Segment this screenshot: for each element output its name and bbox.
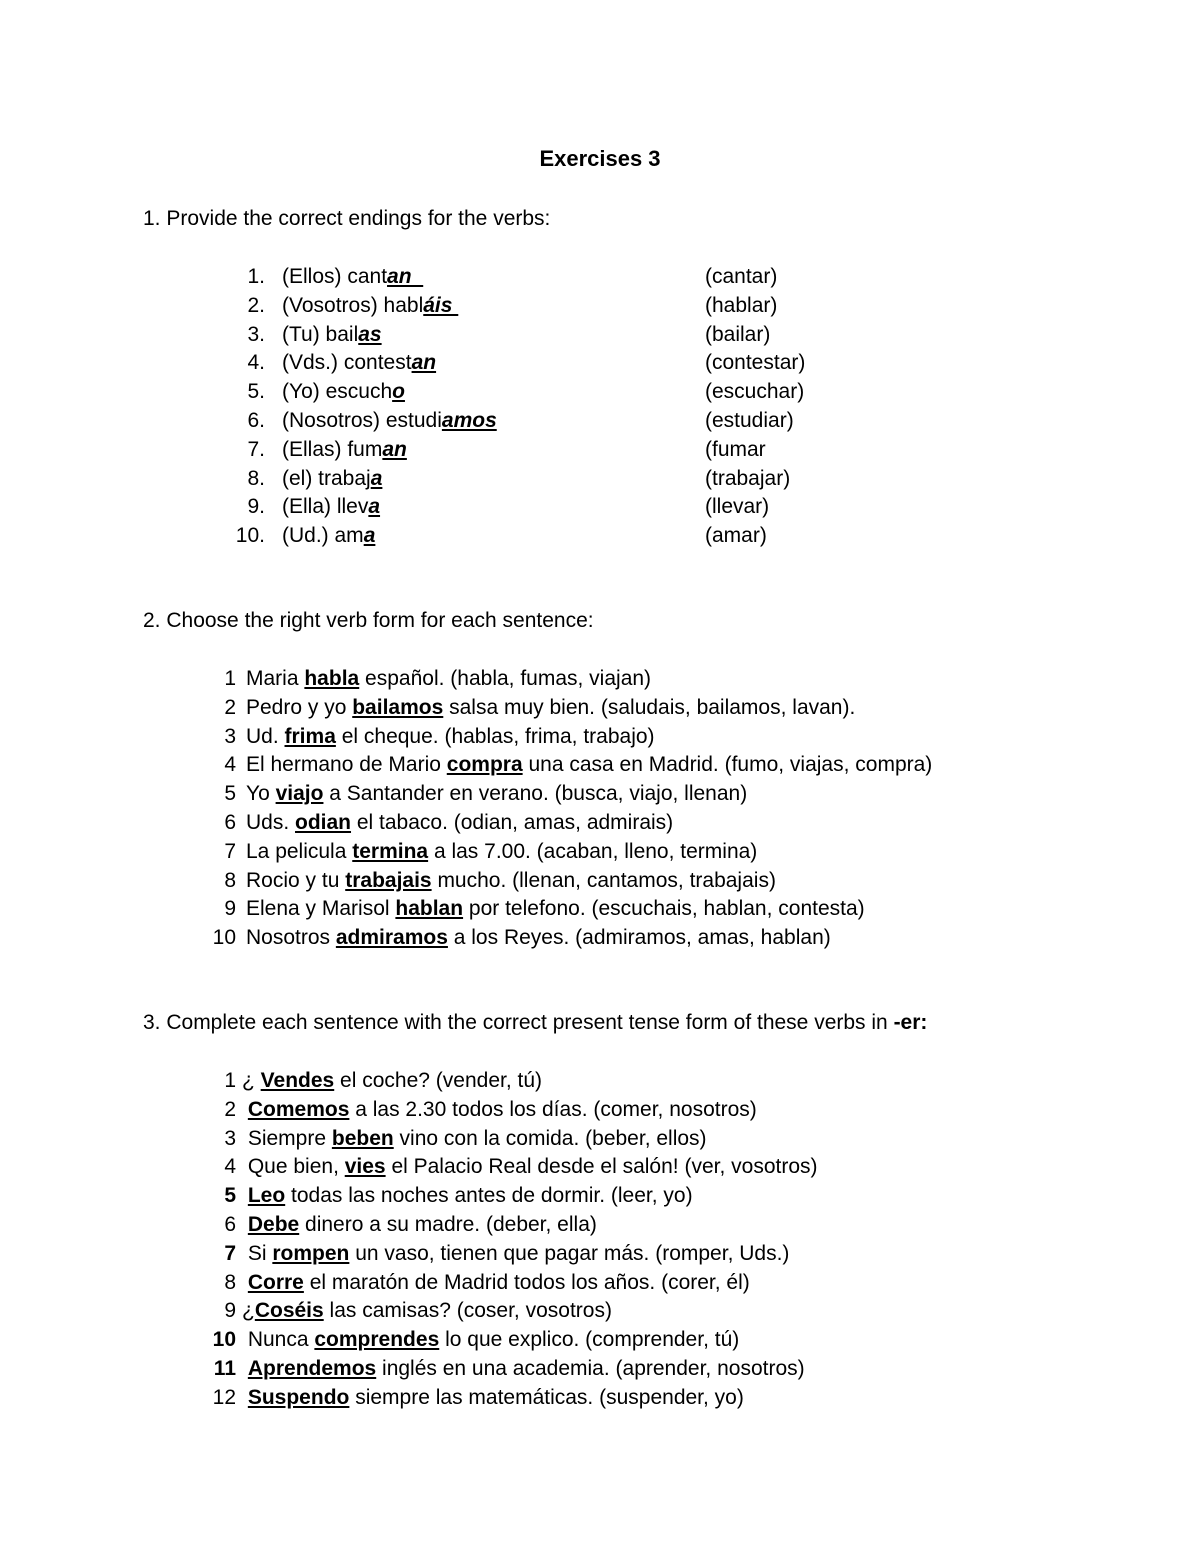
verb-stem: (Yo) escuch [282,380,393,404]
item-text [242,1325,739,1354]
infinitive: (cantar) [705,265,778,288]
sentence-end: dinero a su madre. (deber, ella) [299,1213,597,1236]
item-number: 9 [224,897,236,921]
list-item [0,262,1200,291]
verb-answer: Suspendo [247,1385,350,1409]
item-text [246,837,757,866]
item-number: 1. [247,265,265,288]
item-number: 9 [224,1299,236,1323]
item-text [242,1354,805,1383]
sentence-start: Nunca [242,1328,315,1352]
sentence-end: las camisas? (coser, vosotros) [323,1299,612,1323]
sentence-end: siempre las matemáticas. (suspender, yo) [349,1385,744,1409]
item-text [242,1210,597,1239]
sentence-start: Maria [246,667,305,690]
list-item [0,521,1200,550]
item-text [246,808,673,837]
sentence-end: salsa muy bien. (saludais, bailamos, lavan). [443,695,856,719]
sentence-start: Yo [246,782,276,806]
verb-ending-answer: as [358,322,382,346]
item-text [242,1296,612,1325]
item-text [242,1383,744,1412]
item-text [242,1239,789,1268]
sentence-start: Elena y Marisol [246,897,396,921]
sentence-end: una casa en Madrid. (fumo, viajas, compra) [522,753,933,777]
item-number: 6 [224,811,236,834]
list-item [0,1210,1200,1239]
item-text [242,1181,693,1210]
list-item [0,435,1200,464]
verb-answer: beben [331,1126,394,1150]
verb-ending-answer: an [411,351,437,375]
verb-stem: (Ellas) fum [282,437,383,461]
sentence-start: ¿ [242,1299,255,1323]
list-item [0,291,1200,320]
list-item [0,779,1200,808]
list-item [0,1325,1200,1354]
item-number: 2. [247,293,265,317]
verb-ending-answer: o [392,380,405,404]
item-text [246,664,651,693]
list-item [0,1296,1200,1325]
item-number: 8. [247,466,265,490]
sentence-end: a los Reyes. (admiramos, amas, hablan) [447,926,831,950]
list-item [0,722,1200,751]
sentence-end: a las 7.00. (acaban, lleno, termina) [428,839,758,863]
sentence-end: el maratón de Madrid todos los años. (corer, él) [303,1270,750,1294]
item-number: 8 [224,1270,236,1294]
verb-stem: (Ellos) cant [282,265,388,288]
sentence-end: el cheque. (hablas, frima, trabajo) [335,724,655,748]
list-item [0,1095,1200,1124]
section3-heading-bold: -er: [893,1011,928,1034]
item-number: 3 [224,1126,236,1150]
verb-ending-answer: a [370,466,383,490]
sentence-start: Rocio y tu [246,868,346,892]
section1-heading: 1. Provide the correct endings for the verbs: [143,207,551,230]
sentence-start: Ud. [246,724,285,748]
verb-answer: compra [446,753,523,777]
item-text [282,377,405,406]
verb-ending-answer: amos [441,409,497,432]
item-number: 5 [224,782,236,806]
list-item [0,1383,1200,1412]
sentence-end: a Santander en verano. (busca, viajo, llenan) [323,782,748,806]
verb-answer: vies [344,1155,386,1179]
verb-stem: (Vosotros) habl [282,293,424,317]
infinitive: (hablar) [705,293,778,317]
list-item [0,923,1200,952]
list-item [0,377,1200,406]
list-item [0,664,1200,693]
sentence-end: vino con la comida. (beber, ellos) [393,1126,707,1150]
infinitive: (estudiar) [705,409,794,432]
item-text [246,866,776,895]
verb-stem: (Nosotros) estudi [282,409,442,432]
item-text [282,521,375,550]
item-number: 1 [224,1069,236,1092]
list-item [0,320,1200,349]
item-number: 6 [224,1213,236,1236]
item-number: 2 [224,695,236,719]
verb-answer: rompen [272,1241,350,1265]
item-number: 6. [247,409,265,432]
item-text [246,750,932,779]
list-item [0,1066,1200,1095]
infinitive: (trabajar) [705,466,791,490]
item-number: 12 [212,1385,236,1409]
sentence-start: Siempre [242,1126,332,1150]
verb-answer: admiramos [335,926,448,950]
item-number: 7. [247,437,265,461]
item-number: 4. [247,351,265,375]
item-number: 4 [224,753,236,777]
list-item [0,1152,1200,1181]
sentence-start: Si [242,1241,273,1265]
item-number: 7 [224,839,236,863]
sentence-start: El hermano de Mario [246,753,447,777]
sentence-end: por telefono. (escuchais, hablan, contesta) [463,897,865,921]
verb-answer: bailamos [352,695,444,719]
list-item [0,750,1200,779]
verb-answer: habla [304,667,360,690]
item-number: 7 [224,1241,236,1265]
sentence-end: mucho. (llenan, cantamos, trabajais) [431,868,776,892]
verb-answer: hablan [395,897,464,921]
verb-ending-answer: an [382,437,407,461]
item-text [282,464,382,493]
list-item [0,808,1200,837]
verb-stem: (el) trabaj [282,466,371,490]
verb-answer: trabajais [345,868,432,892]
verb-ending-answer: a [368,495,381,519]
item-number: 9. [247,495,265,519]
verb-answer: Leo [247,1184,286,1208]
item-number: 5 [224,1184,236,1208]
verb-stem: (Ud.) am [282,524,364,548]
item-text [246,722,655,751]
verb-ending-answer: a [363,524,376,548]
item-number: 3 [224,724,236,748]
verb-answer: Comemos [247,1097,350,1121]
verb-answer: Coséis [254,1299,324,1323]
list-item [0,1124,1200,1153]
item-number: 8 [224,868,236,892]
item-number: 1 [224,667,236,690]
item-text [246,779,747,808]
sentence-start: ¿ [242,1069,261,1092]
sentence-end: todas las noches antes de dormir. (leer, yo) [285,1184,693,1208]
item-text [242,1095,757,1124]
infinitive: (llevar) [705,495,770,519]
item-number: 10. [235,524,265,548]
item-number: 10 [212,1328,236,1352]
item-text [282,348,436,377]
item-number: 3. [247,322,265,346]
list-item [0,1239,1200,1268]
sentence-start: Pedro y yo [246,695,353,719]
verb-answer: viajo [275,782,324,806]
list-item [0,866,1200,895]
item-text [246,894,865,923]
list-item [0,406,1200,435]
item-text [242,1268,750,1297]
item-text [242,1066,542,1095]
sentence-end: el tabaco. (odian, amas, admirais) [351,811,674,834]
list-item [0,492,1200,521]
list-item [0,348,1200,377]
verb-answer: Corre [247,1270,304,1294]
verb-answer: Debe [247,1213,300,1236]
sentence-start: Que bien, [242,1155,345,1179]
infinitive: (fumar [705,437,766,461]
item-text [282,320,382,349]
item-number: 11 [213,1357,236,1380]
sentence-end: a las 2.30 todos los días. (comer, nosotros) [349,1097,757,1121]
sentence-start: Uds. [246,811,296,834]
section3-heading [143,1008,927,1037]
list-item [0,837,1200,866]
item-text [282,262,423,291]
sentence-end: lo que explico. (comprender, tú) [439,1328,740,1352]
item-text [242,1152,818,1181]
item-text [246,693,855,722]
list-item [0,1268,1200,1297]
infinitive: (bailar) [705,322,771,346]
verb-answer: termina [352,839,429,863]
sentence-start: La pelicula [246,839,353,863]
verb-ending-answer: áis [423,293,459,317]
section3-heading-text: 3. Complete each sentence with the correct present tense form of these verbs in [143,1011,894,1034]
infinitive: (amar) [705,524,767,548]
verb-answer: odian [295,811,352,834]
item-text [242,1124,707,1153]
verb-answer: Aprendemos [247,1357,377,1380]
verb-ending-answer: an [387,265,424,288]
verb-stem: (Tu) bail [282,322,359,346]
verb-stem: (Vds.) contest [282,351,412,375]
verb-answer: frima [284,724,336,748]
infinitive: (contestar) [705,351,806,375]
item-text [246,923,831,952]
item-text [282,291,458,320]
sentence-end: el Palacio Real desde el salón! (ver, vosotros) [385,1155,818,1179]
page-title: Exercises 3 [539,146,661,171]
list-item [0,464,1200,493]
verb-answer: Vendes [260,1069,335,1092]
item-number: 2 [224,1097,236,1121]
item-number: 10 [212,926,236,950]
item-text [282,435,407,464]
verb-stem: (Ella) llev [282,495,369,519]
sentence-end: inglés en una academia. (aprender, nosotros) [376,1357,805,1380]
list-item [0,894,1200,923]
list-item [0,1354,1200,1383]
item-number: 5. [247,380,265,404]
sentence-end: el coche? (vender, tú) [334,1069,543,1092]
list-item [0,693,1200,722]
section2-heading: 2. Choose the right verb form for each sentence: [143,609,594,632]
item-text [282,406,497,435]
list-item [0,1181,1200,1210]
sentence-start: Nosotros [246,926,336,950]
item-number: 4 [224,1155,236,1179]
sentence-end: español. (habla, fumas, viajan) [359,667,652,690]
verb-answer: comprendes [314,1328,440,1352]
sentence-end: un vaso, tienen que pagar más. (romper, Uds.) [349,1241,790,1265]
item-text [282,492,380,521]
infinitive: (escuchar) [705,380,805,404]
